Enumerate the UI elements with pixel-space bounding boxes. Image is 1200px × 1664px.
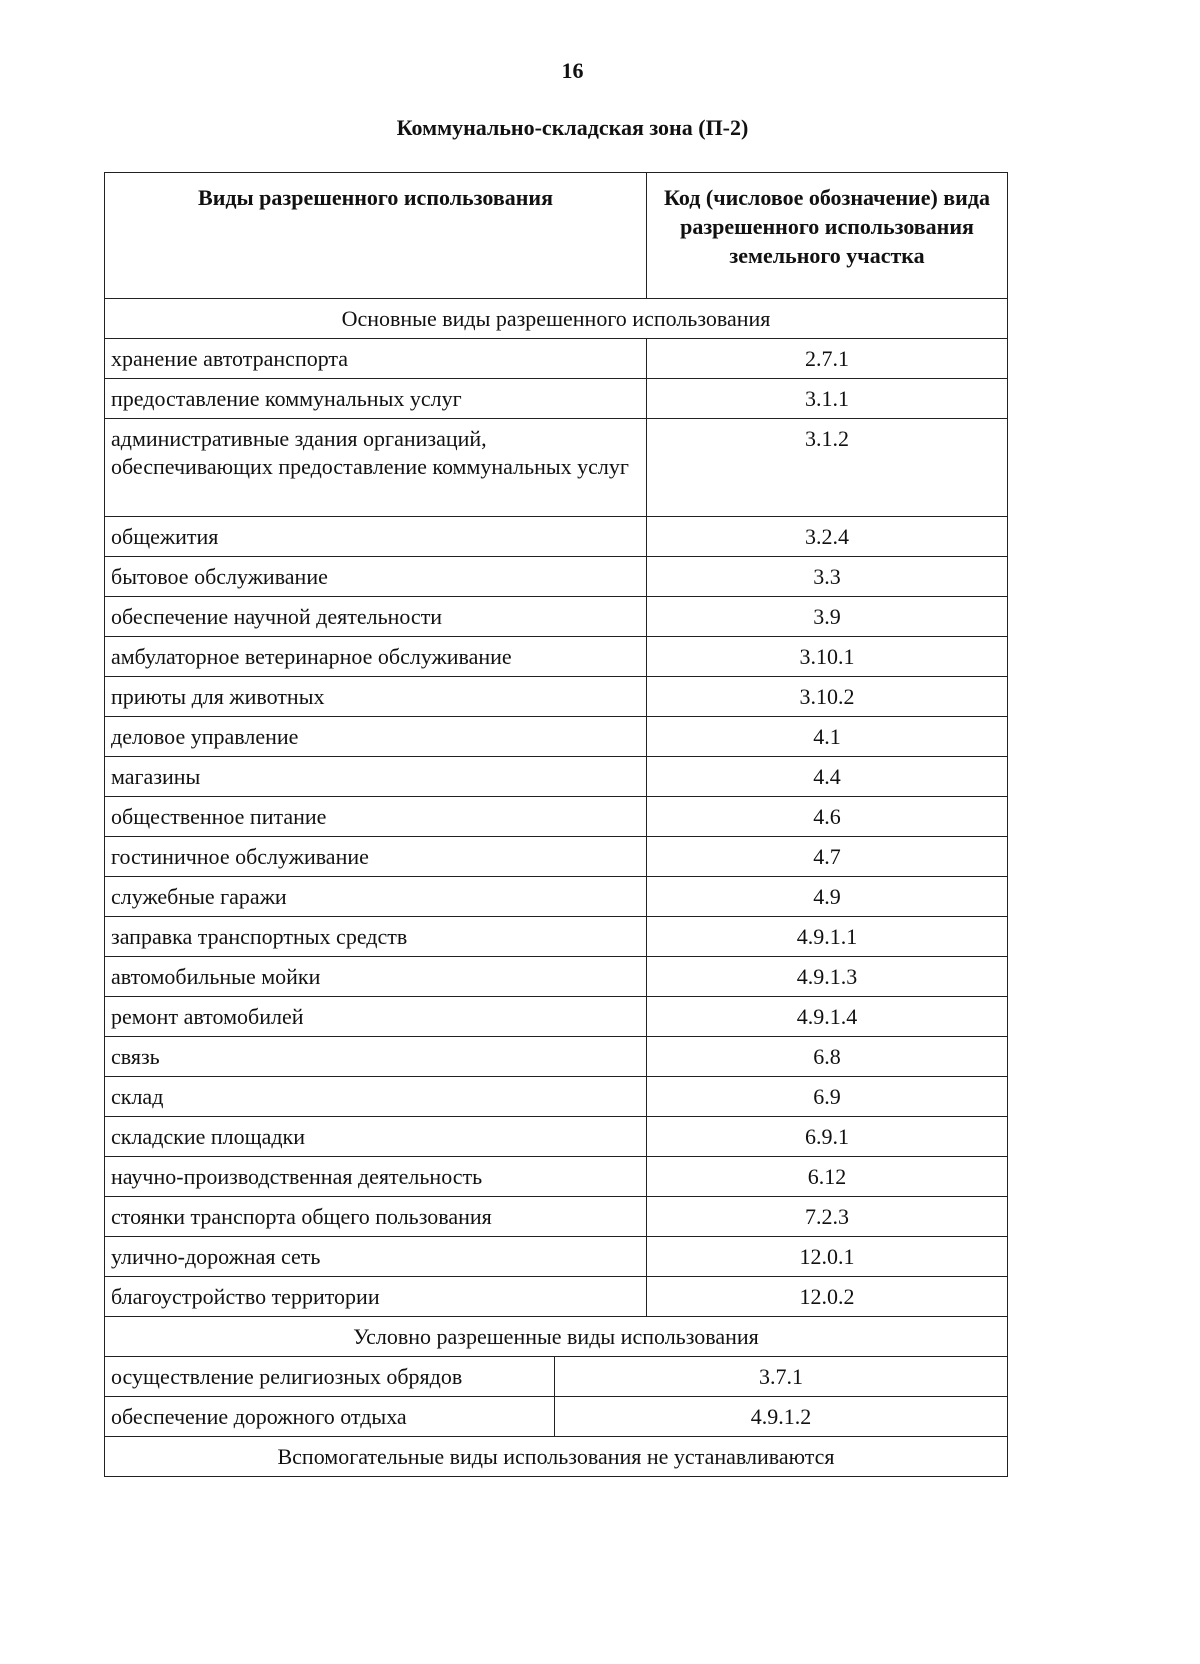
page-title: Коммунально-складская зона (П-2)	[396, 115, 749, 140]
table-row	[105, 917, 1008, 957]
use-type-cell: служебные гаражи	[105, 877, 647, 917]
table-row	[105, 797, 1008, 837]
code-cell: 3.3	[647, 557, 1008, 597]
table-row	[105, 677, 1008, 717]
use-type-cell: связь	[105, 1037, 647, 1077]
code-cell: 3.2.4	[647, 517, 1008, 557]
table-header-row	[105, 173, 1008, 299]
table-row	[105, 557, 1008, 597]
use-type-cell: магазины	[105, 757, 647, 797]
code-cell: 4.1	[647, 717, 1008, 757]
table-row	[105, 997, 1008, 1037]
table-row	[105, 419, 1008, 517]
code-cell: 6.9.1	[647, 1117, 1008, 1157]
use-type-cell: предоставление коммунальных услуг	[105, 379, 647, 419]
code-cell: 3.10.1	[647, 637, 1008, 677]
table-row	[105, 837, 1008, 877]
use-type-cell: ремонт автомобилей	[105, 997, 647, 1037]
code-cell: 4.9.1.1	[647, 917, 1008, 957]
section-row-main	[105, 299, 1008, 339]
table-row	[105, 1077, 1008, 1117]
section-row-conditional	[105, 1317, 1008, 1357]
use-type-cell: осуществление религиозных обрядов	[105, 1357, 555, 1397]
table-row	[105, 1197, 1008, 1237]
use-type-cell: заправка транспортных средств	[105, 917, 647, 957]
code-cell: 4.9	[647, 877, 1008, 917]
table-row	[105, 1117, 1008, 1157]
code-cell: 3.7.1	[555, 1357, 1008, 1397]
code-cell: 3.1.2	[647, 419, 1008, 517]
code-cell: 4.4	[647, 757, 1008, 797]
use-type-cell: хранение автотранспорта	[105, 339, 647, 379]
table-row	[105, 517, 1008, 557]
header-code-column: Код (числовое обозначение) вида разрешенного использования земельного участка	[647, 173, 1008, 299]
code-cell: 4.6	[647, 797, 1008, 837]
code-cell: 12.0.2	[647, 1277, 1008, 1317]
use-type-cell: научно-производственная деятельность	[105, 1157, 647, 1197]
table-row	[105, 597, 1008, 637]
code-cell: 3.10.2	[647, 677, 1008, 717]
code-cell: 6.12	[647, 1157, 1008, 1197]
code-cell: 3.9	[647, 597, 1008, 637]
use-type-cell: административные здания организаций, обеспечивающих предоставление коммунальных услуг	[105, 419, 647, 517]
header-use-column: Виды разрешенного использования	[105, 173, 647, 299]
zoning-table	[104, 172, 1008, 1477]
use-type-cell: общежития	[105, 517, 647, 557]
table-row	[105, 1357, 1008, 1397]
code-cell: 4.9.1.4	[647, 997, 1008, 1037]
code-cell: 2.7.1	[647, 339, 1008, 379]
code-cell: 12.0.1	[647, 1237, 1008, 1277]
use-type-cell: складские площадки	[105, 1117, 647, 1157]
use-type-cell: гостиничное обслуживание	[105, 837, 647, 877]
use-type-cell: склад	[105, 1077, 647, 1117]
auxiliary-note-row	[105, 1437, 1008, 1477]
table-row	[105, 1157, 1008, 1197]
page-number: 16	[561, 58, 584, 83]
code-cell: 4.9.1.2	[555, 1397, 1008, 1437]
code-cell: 6.8	[647, 1037, 1008, 1077]
code-cell: 7.2.3	[647, 1197, 1008, 1237]
use-type-cell: автомобильные мойки	[105, 957, 647, 997]
table-row	[105, 957, 1008, 997]
use-type-cell: обеспечение дорожного отдыха	[105, 1397, 555, 1437]
use-type-cell: бытовое обслуживание	[105, 557, 647, 597]
table-row	[105, 1397, 1008, 1437]
table-row	[105, 1237, 1008, 1277]
table-row	[105, 637, 1008, 677]
table-row	[105, 757, 1008, 797]
code-cell: 4.7	[647, 837, 1008, 877]
table-row	[105, 1037, 1008, 1077]
table-row	[105, 877, 1008, 917]
section-title-main: Основные виды разрешенного использования	[105, 299, 1008, 339]
table-row	[105, 1277, 1008, 1317]
use-type-cell: приюты для животных	[105, 677, 647, 717]
use-type-cell: улично-дорожная сеть	[105, 1237, 647, 1277]
use-type-cell: амбулаторное ветеринарное обслуживание	[105, 637, 647, 677]
code-cell: 6.9	[647, 1077, 1008, 1117]
table-row	[105, 339, 1008, 379]
table-row	[105, 717, 1008, 757]
section-title-conditional: Условно разрешенные виды использования	[105, 1317, 1008, 1357]
table-row	[105, 379, 1008, 419]
auxiliary-note: Вспомогательные виды использования не устанавливаются	[105, 1437, 1008, 1477]
use-type-cell: обеспечение научной деятельности	[105, 597, 647, 637]
code-cell: 3.1.1	[647, 379, 1008, 419]
use-type-cell: благоустройство территории	[105, 1277, 647, 1317]
code-cell: 4.9.1.3	[647, 957, 1008, 997]
use-type-cell: деловое управление	[105, 717, 647, 757]
use-type-cell: стоянки транспорта общего пользования	[105, 1197, 647, 1237]
use-type-cell: общественное питание	[105, 797, 647, 837]
